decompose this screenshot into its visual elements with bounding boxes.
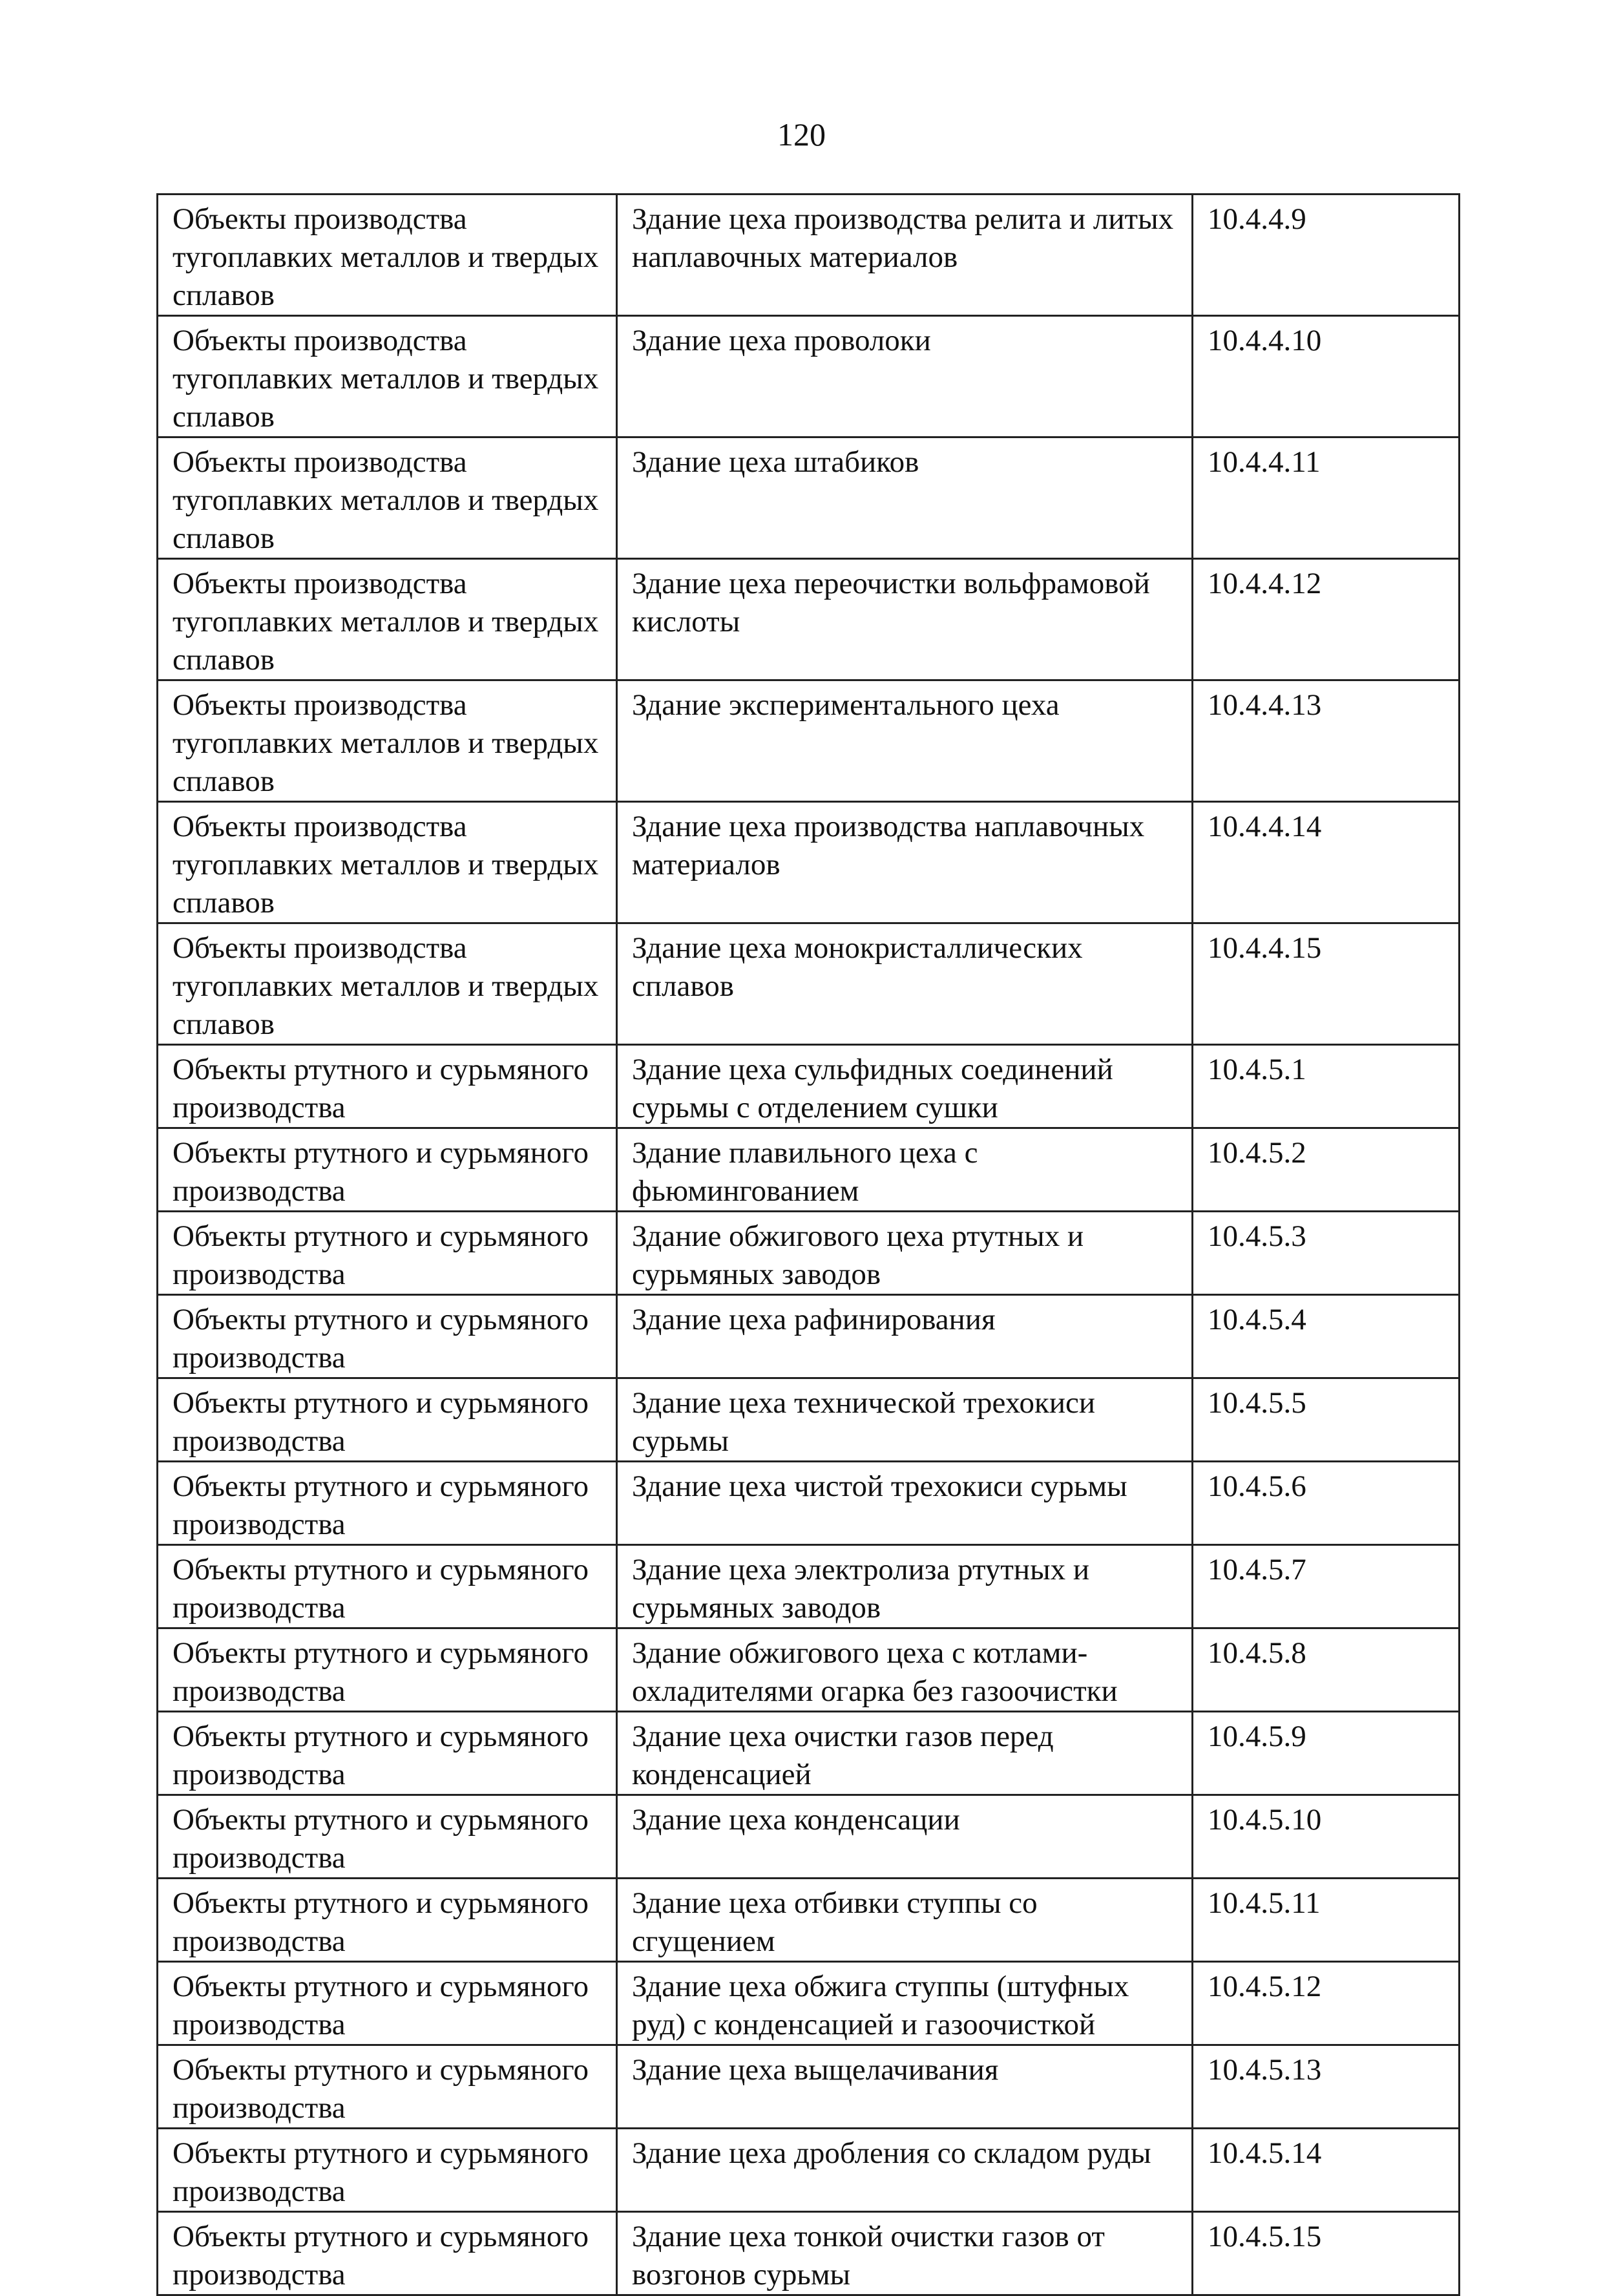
code-cell: 10.4.5.10: [1193, 1795, 1460, 1879]
building-cell: Здание цеха проволоки: [617, 316, 1193, 437]
building-cell: Здание цеха дробления со складом руды: [617, 2129, 1193, 2212]
building-cell: Здание цеха штабиков: [617, 437, 1193, 559]
building-cell: Здание цеха чистой трехокиси сурьмы: [617, 1462, 1193, 1545]
object-cell: Объекты ртутного и сурьмяного производства: [158, 1795, 617, 1879]
object-cell: Объекты ртутного и сурьмяного производства: [158, 1378, 617, 1462]
object-cell: Объекты ртутного и сурьмяного производства: [158, 1212, 617, 1295]
building-cell: Здание цеха производства наплавочных материалов: [617, 802, 1193, 923]
table-row: [158, 1962, 1460, 2045]
table-row: [158, 1212, 1460, 1295]
building-cell: Здание цеха тонкой очистки газов от возгонов сурьмы: [617, 2212, 1193, 2295]
object-cell: Объекты производства тугоплавких металлов и твердых сплавов: [158, 923, 617, 1045]
code-cell: 10.4.5.11: [1193, 1879, 1460, 1962]
code-cell: 10.4.5.7: [1193, 1545, 1460, 1628]
building-cell: Здание цеха выщелачивания: [617, 2045, 1193, 2129]
object-cell: Объекты ртутного и сурьмяного производства: [158, 1295, 617, 1378]
object-cell: Объекты ртутного и сурьмяного производства: [158, 1128, 617, 1212]
table-row: [158, 437, 1460, 559]
building-cell: Здание цеха переочистки вольфрамовой кислоты: [617, 559, 1193, 680]
building-cell: Здание цеха очистки газов перед конденсацией: [617, 1712, 1193, 1795]
building-cell: Здание цеха электролиза ртутных и сурьмяных заводов: [617, 1545, 1193, 1628]
table-row: [158, 1378, 1460, 1462]
code-cell: 10.4.5.5: [1193, 1378, 1460, 1462]
code-cell: 10.4.5.13: [1193, 2045, 1460, 2129]
code-cell: 10.4.4.14: [1193, 802, 1460, 923]
code-cell: 10.4.4.10: [1193, 316, 1460, 437]
object-cell: Объекты производства тугоплавких металлов и твердых сплавов: [158, 680, 617, 802]
objects-table: [156, 193, 1460, 2296]
code-cell: 10.4.5.8: [1193, 1628, 1460, 1712]
table-row: [158, 195, 1460, 316]
code-cell: 10.4.5.3: [1193, 1212, 1460, 1295]
page-number: 120: [777, 116, 826, 153]
object-cell: Объекты производства тугоплавких металлов и твердых сплавов: [158, 559, 617, 680]
table-row: [158, 1295, 1460, 1378]
building-cell: Здание обжигового цеха ртутных и сурьмяных заводов: [617, 1212, 1193, 1295]
building-cell: Здание экспериментального цеха: [617, 680, 1193, 802]
object-cell: Объекты ртутного и сурьмяного производства: [158, 2045, 617, 2129]
building-cell: Здание цеха обжига ступпы (штуфных руд) с конденсацией и газоочисткой: [617, 1962, 1193, 2045]
object-cell: Объекты производства тугоплавких металлов и твердых сплавов: [158, 437, 617, 559]
table-row: [158, 1879, 1460, 1962]
code-cell: 10.4.5.4: [1193, 1295, 1460, 1378]
code-cell: 10.4.5.12: [1193, 1962, 1460, 2045]
table-row: [158, 316, 1460, 437]
code-cell: 10.4.5.6: [1193, 1462, 1460, 1545]
building-cell: Здание обжигового цеха с котлами-охладителями огарка без газоочистки: [617, 1628, 1193, 1712]
building-cell: Здание цеха технической трехокиси сурьмы: [617, 1378, 1193, 1462]
table-row: [158, 2045, 1460, 2129]
code-cell: 10.4.4.15: [1193, 923, 1460, 1045]
code-cell: 10.4.5.15: [1193, 2212, 1460, 2295]
table-row: [158, 1628, 1460, 1712]
table-row: [158, 2129, 1460, 2212]
building-cell: Здание цеха производства релита и литых наплавочных материалов: [617, 195, 1193, 316]
code-cell: 10.4.4.13: [1193, 680, 1460, 802]
table-row: [158, 802, 1460, 923]
object-cell: Объекты ртутного и сурьмяного производства: [158, 1628, 617, 1712]
building-cell: Здание цеха отбивки ступпы со сгущением: [617, 1879, 1193, 1962]
code-cell: 10.4.5.1: [1193, 1045, 1460, 1128]
object-cell: Объекты производства тугоплавких металлов и твердых сплавов: [158, 802, 617, 923]
table-row: [158, 923, 1460, 1045]
table-row: [158, 1045, 1460, 1128]
code-cell: 10.4.5.14: [1193, 2129, 1460, 2212]
table-row: [158, 1545, 1460, 1628]
object-cell: Объекты ртутного и сурьмяного производства: [158, 1462, 617, 1545]
table-row: [158, 1128, 1460, 1212]
object-cell: Объекты ртутного и сурьмяного производства: [158, 1962, 617, 2045]
building-cell: Здание цеха конденсации: [617, 1795, 1193, 1879]
code-cell: 10.4.5.2: [1193, 1128, 1460, 1212]
table-row: [158, 2212, 1460, 2295]
code-cell: 10.4.4.12: [1193, 559, 1460, 680]
object-cell: Объекты ртутного и сурьмяного производства: [158, 1545, 617, 1628]
table-row: [158, 1795, 1460, 1879]
table-row: [158, 559, 1460, 680]
building-cell: Здание плавильного цеха с фьюмингованием: [617, 1128, 1193, 1212]
object-cell: Объекты ртутного и сурьмяного производства: [158, 2212, 617, 2295]
table-row: [158, 1462, 1460, 1545]
object-cell: Объекты ртутного и сурьмяного производства: [158, 1045, 617, 1128]
table-row: [158, 1712, 1460, 1795]
code-cell: 10.4.4.9: [1193, 195, 1460, 316]
building-cell: Здание цеха монокристаллических сплавов: [617, 923, 1193, 1045]
object-cell: Объекты производства тугоплавких металлов и твердых сплавов: [158, 195, 617, 316]
code-cell: 10.4.5.9: [1193, 1712, 1460, 1795]
object-cell: Объекты ртутного и сурьмяного производства: [158, 1712, 617, 1795]
code-cell: 10.4.4.11: [1193, 437, 1460, 559]
object-cell: Объекты производства тугоплавких металлов и твердых сплавов: [158, 316, 617, 437]
object-cell: Объекты ртутного и сурьмяного производства: [158, 2129, 617, 2212]
building-cell: Здание цеха рафинирования: [617, 1295, 1193, 1378]
table-row: [158, 680, 1460, 802]
building-cell: Здание цеха сульфидных соединений сурьмы с отделением сушки: [617, 1045, 1193, 1128]
object-cell: Объекты ртутного и сурьмяного производства: [158, 1879, 617, 1962]
